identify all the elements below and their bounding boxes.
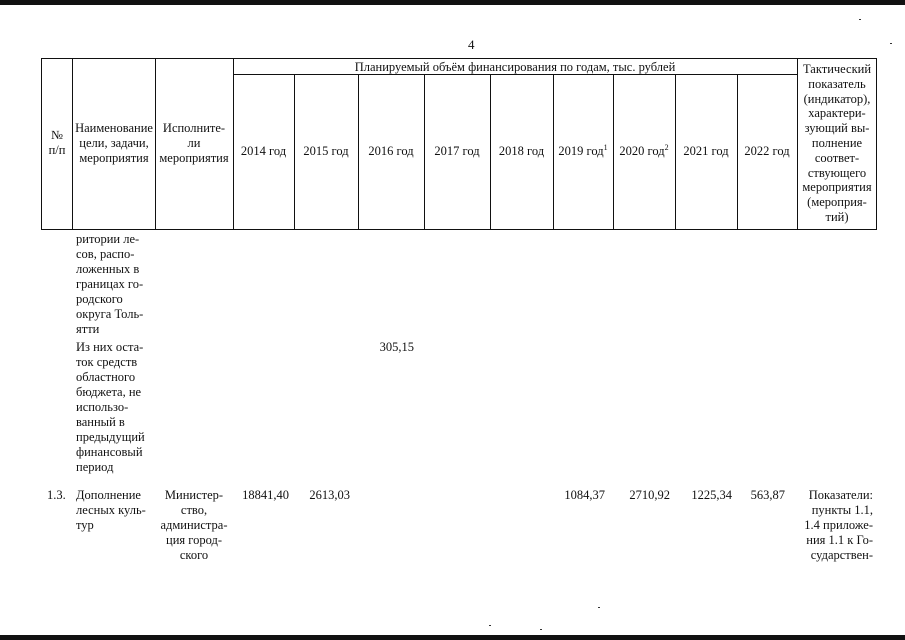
header-year: 2020 год$^2$ <box>619 142 669 158</box>
cell-2014: 18841,40 <box>242 488 289 502</box>
header-year: 2022 год <box>744 144 790 158</box>
cell-2020: 2710,92 <box>629 488 670 502</box>
header-year: 2021 год <box>683 144 729 158</box>
cell-2021: 1225,34 <box>691 488 732 502</box>
header-year: 2015 год <box>303 144 349 158</box>
row-13-executor: Министер- ство, администра- ция город- ского <box>160 488 228 562</box>
cell-2016: 305,15 <box>379 340 414 354</box>
row-continuation-name: ритории ле- сов, распо- ложенных в границах го- родского округа Толь- ятти <box>76 232 144 336</box>
row-13-indicator: Показатели: пункты 1.1, 1.4 приложе- ния 1.1 к Го- сударствен- <box>804 488 873 562</box>
page-number: 4 <box>468 37 475 52</box>
cell-2015: 2613,03 <box>309 488 350 502</box>
header-year: 2014 год <box>240 144 287 158</box>
header-funding-title: Планируемый объём финансирования по годам, тыс. рублей <box>354 60 676 74</box>
header-year: 2016 год <box>368 144 414 158</box>
cell-2019: 1084,37 <box>564 488 605 502</box>
header-year: 2019 год$^1$ <box>558 142 608 158</box>
header-indicator: Тактический показатель (индикатор), характери- зующий вы- полнение соответ- ствующего мероприятия (мероприя- тий) <box>802 62 872 224</box>
row-of-which-name: Из них оста- ток средств областного бюджета, не использо- ванный в предыдущий финансовый период <box>76 340 145 474</box>
header-executor: Исполните- ли мероприятия <box>159 121 229 165</box>
header-bottom-border <box>41 229 877 230</box>
header-year: 2017 год <box>434 144 480 158</box>
header-num: № п/п <box>48 128 66 157</box>
row-number: 1.3. <box>47 488 66 502</box>
header-year: 2018 год <box>498 144 545 158</box>
cell-2022: 563,87 <box>750 488 785 502</box>
header-name: Наименование цели, задачи, мероприятия <box>75 121 153 165</box>
row-13-name: Дополнение лесных куль- тур <box>76 488 146 532</box>
table-border-top <box>41 58 877 59</box>
